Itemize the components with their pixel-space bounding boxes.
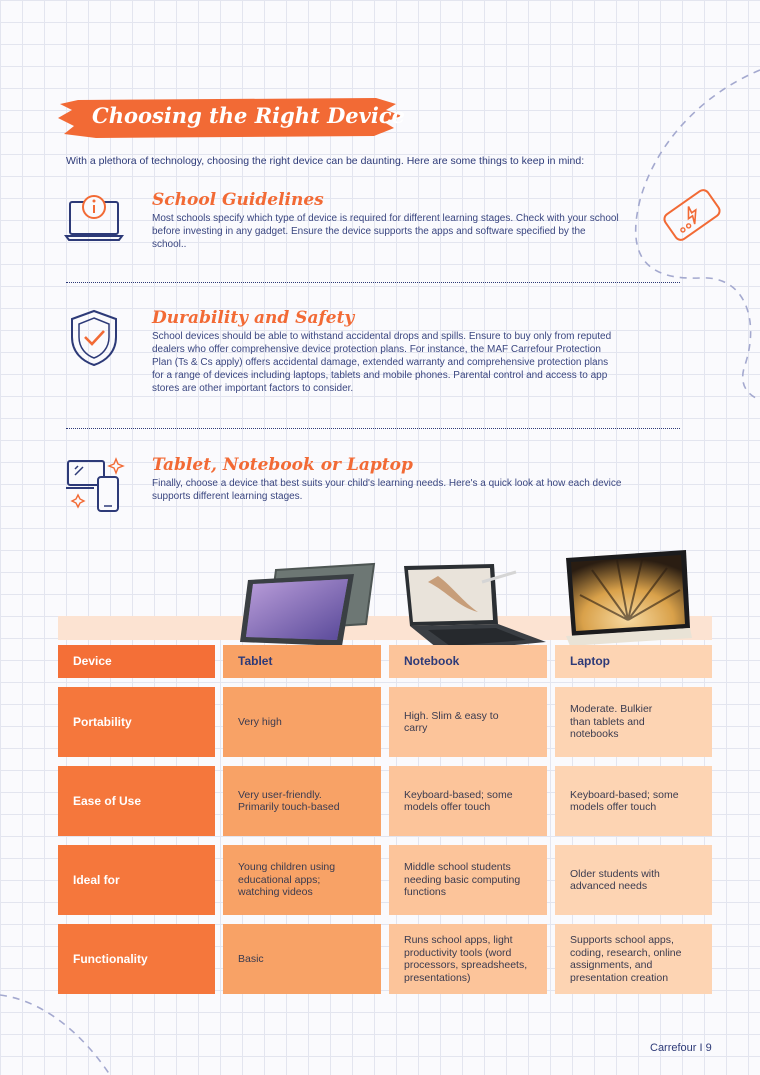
divider <box>66 428 680 429</box>
table-cell-text: Very user-friendly. Primarily touch-based <box>238 788 340 813</box>
table-cell-text: Runs school apps, light productivity tools (word processors, spreadsheets, presentations) <box>404 934 528 984</box>
table-cell: Very high <box>223 687 381 757</box>
table-row-label: Ideal for <box>58 845 215 915</box>
section-body: Finally, choose a device that best suits your child's learning needs. Here's a quick look at how each device supports different learning stages. <box>152 478 622 502</box>
table-header-device: Device <box>58 645 215 678</box>
table-cell <box>555 766 712 836</box>
table-cell <box>223 766 381 836</box>
table-cell <box>389 766 547 836</box>
section-body: School devices should be able to withstand accidental drops and spills. Ensure to buy only from reputed dealers who offer comprehensive device protection plans. For instance, the MAF Carrefour Protection Plan (Ts & Cs apply) offers accidental damage, extended warranty and comprehensive protection plans for a range of devices including laptops, tablets and mobile phones. Parental control and access to app stores are other important factors to consider. <box>152 331 612 394</box>
laptop-image <box>562 550 692 654</box>
table-row-label: Portability <box>58 687 215 757</box>
table-header-laptop: Laptop <box>555 645 712 678</box>
table-cell-text: High. Slim & easy to carry <box>404 709 499 734</box>
section-durability-safety <box>64 308 684 408</box>
table-cell <box>555 687 712 757</box>
title-banner <box>56 96 405 140</box>
table-cell <box>389 924 547 994</box>
table-cell <box>555 924 712 994</box>
devices-icon <box>64 455 126 515</box>
table-row-label: Functionality <box>58 924 215 994</box>
table-cell-text: Keyboard-based; some models offer touch <box>404 788 513 813</box>
table-cell-text: Supports school apps, coding, research, online assignments, and presentation creation <box>570 934 682 984</box>
table-cell <box>223 845 381 915</box>
table-cell-text: Keyboard-based; some models offer touch <box>570 788 679 813</box>
page-title: Choosing the Right Device <box>92 103 405 128</box>
table-cell-text: Older students with advanced needs <box>570 867 660 892</box>
section-school-guidelines <box>64 190 684 260</box>
section-title: School Guidelines <box>152 190 324 210</box>
table-cell: Basic <box>223 924 381 994</box>
table-header-notebook: Notebook <box>389 645 547 678</box>
divider <box>66 282 680 283</box>
table-header-tablet: Tablet <box>223 645 381 678</box>
notebook-image <box>398 562 548 654</box>
table-cell-text: Moderate. Bulkier than tablets and notebooks <box>570 703 653 741</box>
table-cell <box>389 845 547 915</box>
table-cell <box>555 845 712 915</box>
laptop-info-icon <box>64 190 126 244</box>
table-cell-text: Young children using educational apps; watching videos <box>238 861 336 899</box>
section-title: Durability and Safety <box>152 308 355 328</box>
shield-check-icon <box>64 308 126 368</box>
tablet-image <box>238 562 380 654</box>
page-footer: Carrefour I 9 <box>650 1042 712 1054</box>
section-body: Most schools specify which type of device is required for different learning stages. Check with your school before investing in any gadget. Ensure the device supports the apps and software specified by the school.. <box>152 213 619 250</box>
table-row-label: Ease of Use <box>58 766 215 836</box>
table-cell-text: Middle school students needing basic computing functions <box>404 861 521 899</box>
section-tablet-notebook-laptop <box>64 455 684 515</box>
intro-text: With a plethora of technology, choosing the right device can be daunting. Here are some things to keep in mind: <box>66 155 585 167</box>
table-cell <box>389 687 547 757</box>
section-title: Tablet, Notebook or Laptop <box>152 455 413 475</box>
